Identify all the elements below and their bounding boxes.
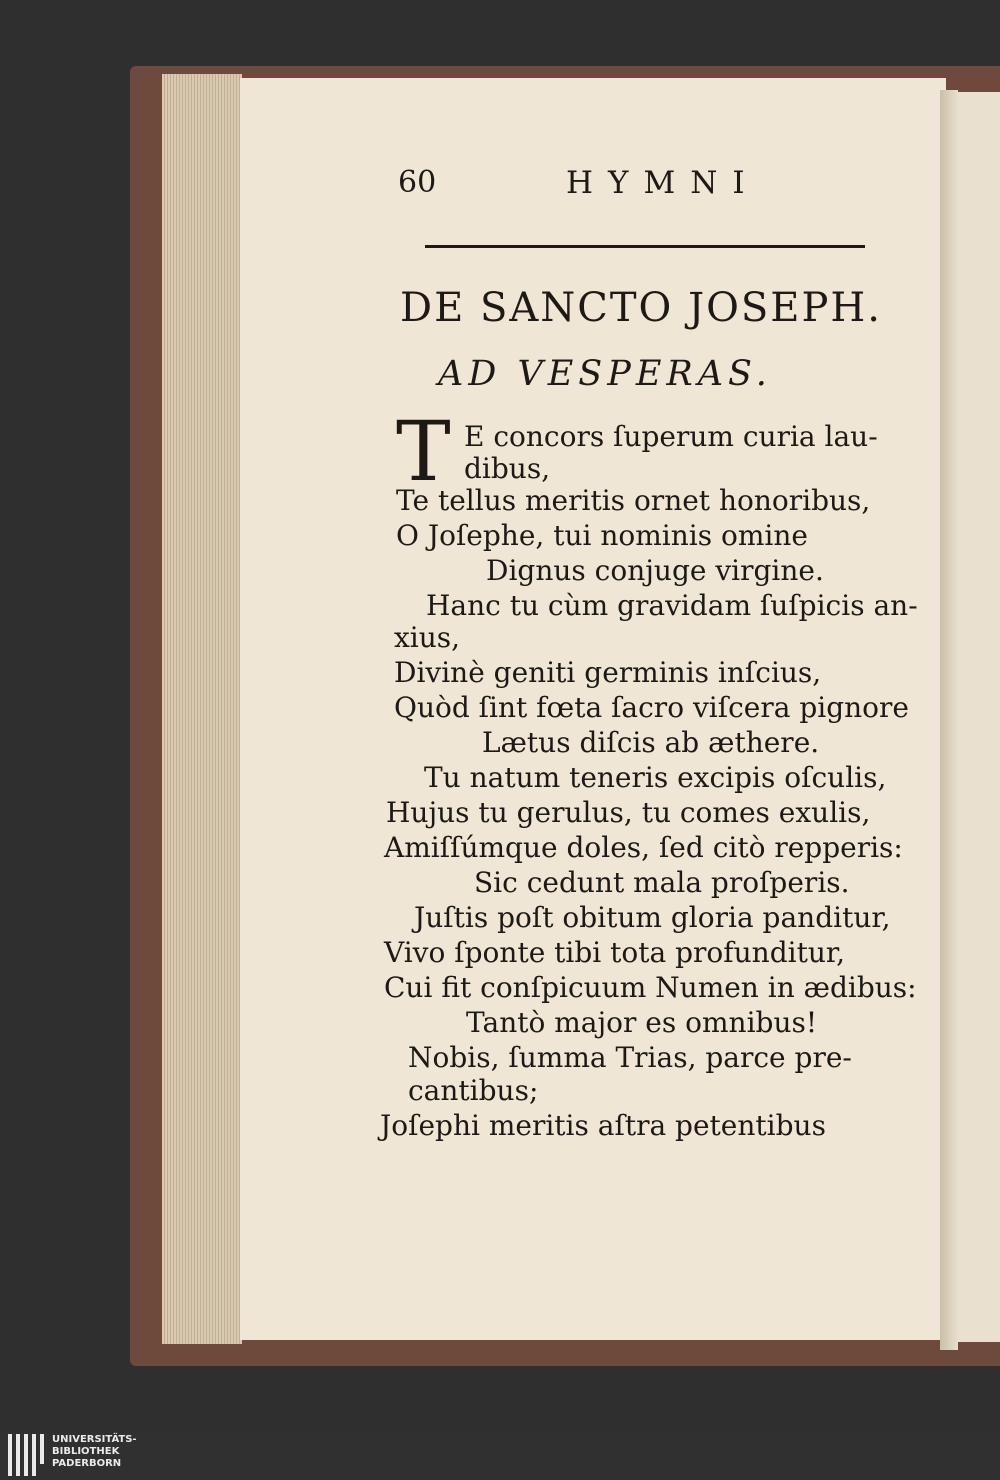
verse-line: Hujus tu gerulus, tu comes exulis, xyxy=(386,796,871,829)
verse-line: Lætus diſcis ab æthere. xyxy=(482,726,820,759)
verse-line: Nobis, ſumma Trias, parce pre- xyxy=(408,1041,852,1074)
verse-line: cantibus; xyxy=(408,1074,539,1107)
library-name-line: BIBLIOTHEK xyxy=(52,1446,120,1457)
verse-line: Vivo ſponte tibi tota profunditur, xyxy=(384,936,846,969)
verse-line: Quòd ſint fœta ſacro viſcera pignore xyxy=(394,691,909,724)
library-name xyxy=(52,1434,137,1470)
verse-line: Cui fit conſpicuum Numen in ædibus: xyxy=(384,971,917,1004)
library-name-line: PADERBORN xyxy=(52,1458,122,1469)
page-number: 60 xyxy=(398,165,437,200)
facing-page xyxy=(958,92,1000,1342)
verse-line: xius, xyxy=(394,621,461,654)
verse-line: dibus, xyxy=(464,452,551,485)
verse-line: Amiſſúmque doles, ſed citò repperis: xyxy=(384,831,903,864)
verse-line: Te tellus meritis ornet honoribus, xyxy=(396,484,871,517)
verse-line: Juſtis poſt obitum gloria panditur, xyxy=(414,901,891,934)
library-footer xyxy=(0,1430,1000,1480)
page-edges xyxy=(162,74,242,1344)
verse-line: Divinè geniti germinis inſcius, xyxy=(394,656,822,689)
drop-cap: T xyxy=(396,405,451,500)
header-rule xyxy=(425,245,865,248)
verse-line: E concors ſuperum curia lau- xyxy=(464,420,878,453)
hymn-subtitle: AD VESPERAS. xyxy=(438,354,772,394)
verse-line: Dignus conjuge virgine. xyxy=(486,554,824,587)
verse-line: Hanc tu cùm gravidam ſuſpicis an- xyxy=(426,589,918,622)
running-head: HYMNI xyxy=(566,165,760,201)
book-gutter xyxy=(940,90,958,1350)
verse-line: Tantò major es omnibus! xyxy=(466,1006,818,1039)
library-name-line: UNIVERSITÄTS- xyxy=(52,1434,137,1445)
library-logo-icon xyxy=(8,1434,44,1476)
verse-line: O Joſephe, tui nominis omine xyxy=(396,519,808,552)
verse-line: Joſephi meritis aſtra petentibus xyxy=(380,1109,826,1142)
verse-line: Tu natum teneris excipis oſculis, xyxy=(424,761,887,794)
verse-line: Sic cedunt mala proſperis. xyxy=(474,866,850,899)
hymn-title: DE SANCTO JOSEPH. xyxy=(400,285,883,331)
